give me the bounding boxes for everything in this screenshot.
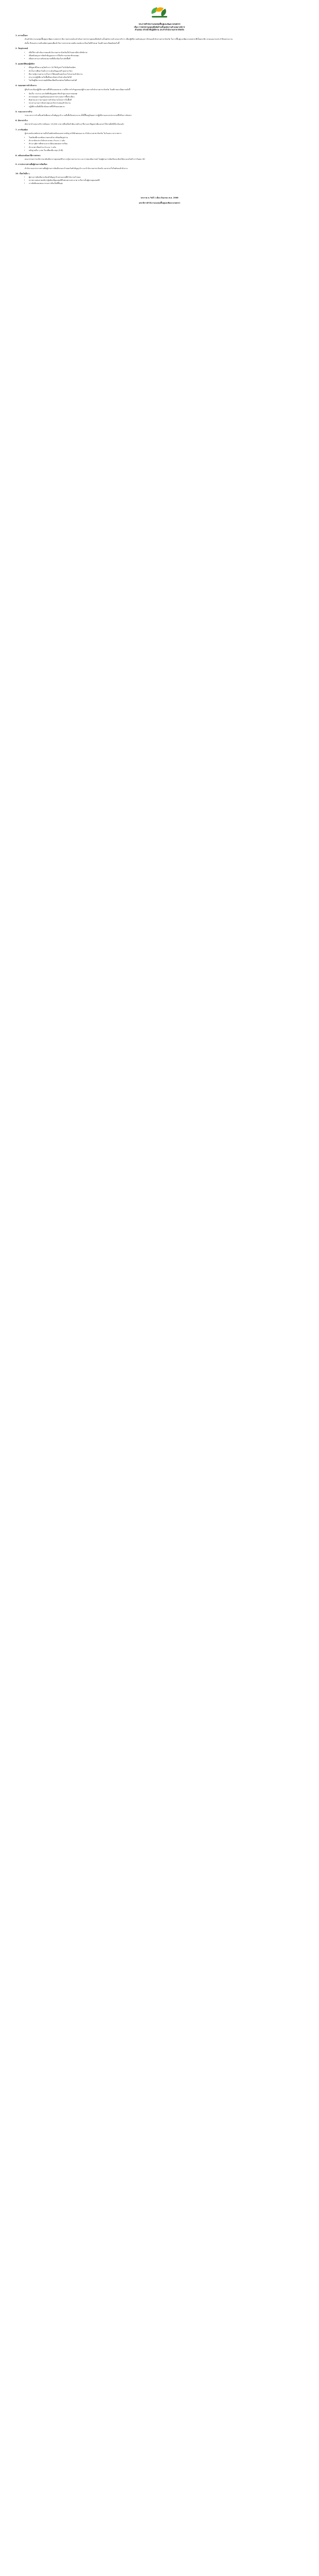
list-item: • สำเนาทะเบียนบ้าน จำนวน 1 ฉบับ [29, 146, 304, 149]
section-title: 5. ระยะเวลาการจ้าง [15, 110, 32, 113]
announce-date: ประกาศ ณ วันที่ 1 เดือน มิถุนายน พ.ศ. 2566 [140, 196, 179, 199]
document-section [15, 63, 304, 82]
section-paragraph: อัตราค่าจ้างเหมาบริการเดือนละ 15,000 บาท (หนึ่งหมื่นห้าพันบาทถ้วน) ซึ่งรวมภาษีมูลค่าเพิ่มและค่าใช้จ่ายอื่นที่เกี่ยวข้องแล้ว [25, 123, 125, 126]
header-line: เรื่อง การสรรหาบุคคลเพื่อจัดจ้างเป็นพนักงานจ้างเหมาบริการ [134, 25, 185, 28]
document-section [15, 47, 304, 60]
list-item: • สำเนาบัตรประจำตัวประชาชน จำนวน 1 ฉบับ [29, 140, 304, 142]
signature-title: เลขาธิการสำนักงานกองทุนฟื้นฟูและพัฒนาเกษตรกร [138, 201, 181, 204]
list-item: • จัดเก็บ รวบรวม และบันทึกข้อมูลสมาชิกเข้าสู่ระบบสารสนเทศ [29, 93, 304, 95]
section-paragraph: สำนักงานจะประกาศรายชื่อผู้ผ่านการคัดเลือกและกำหนดวันทำสัญญาจ้าง ณ สำนักงานสาขาจังหวัด และทางเว็บไซต์ของสำนักงาน [25, 167, 128, 170]
list-item: • เพื่อประสานงานกับหน่วยงานที่เกี่ยวข้องในระดับพื้นที่ [29, 58, 304, 60]
list-item: • มีความรู้ความสามารถในการใช้คอมพิวเตอร์และโปรแกรมสำนักงาน [29, 73, 304, 76]
organization-logo [150, 7, 169, 19]
section-paragraph: ผู้รับจ้างจะต้องปฏิบัติงานตามที่ได้รับมอบหมาย ภายใต้การกำกับดูแลของผู้อำนวยการสำนักงานสาขาจังหวัด โดยมีรายละเอียดงานดังนี้ [25, 88, 130, 91]
section-title: 7. การรับสมัคร [15, 128, 28, 131]
list-item: • ใบสมัครที่กรอกข้อความครบถ้วน พร้อมติดรูปถ่าย [29, 137, 304, 139]
document-page [15, 0, 304, 205]
document-section [15, 129, 304, 152]
section-list [15, 176, 304, 185]
document-header [15, 23, 304, 31]
section-title: 3. คุณสมบัติของผู้สมัคร [15, 63, 35, 65]
section-title: 2. วัตถุประสงค์ [15, 47, 28, 50]
list-item: • สำเร็จการศึกษาไม่ต่ำกว่าระดับปริญญาตรี ทุกสาขาวิชา [29, 70, 304, 73]
section-list [15, 52, 304, 61]
section-paragraph: ด้วยสำนักงานกองทุนฟื้นฟูและพัฒนาเกษตรกร มีความประสงค์จะดำเนินการสรรหาบุคคลเพื่อจัดจ้างเป็นพนักงานจ้างเหมาบริการ เพื่อปฏิบัติงานสนับสนุนภารกิจของสำนักงานสาขาจังหวัด ในการฟื้นฟูและพัฒนาเกษตรกรที่เป็นสมาชิก ตามแผนงานประจำปีงบประมาณ [25, 38, 233, 40]
section-title: 1. ความเป็นมา [15, 34, 28, 37]
list-item: • ผู้ผ่านการคัดเลือกจะต้องทำสัญญาจ้างตามแบบที่สำนักงานกำหนด [29, 176, 304, 179]
document-section [15, 84, 304, 108]
list-item: • ไม่เป็นผู้มีความประพฤติเสื่อมเสียหรือบกพร่องในศีลธรรมอันดี [29, 79, 304, 82]
header-line: ตำแหน่ง เจ้าหน้าที่ปฏิบัติงาน ประจำสำนักงานสาขาจังหวัด [135, 28, 184, 31]
document-section [15, 173, 304, 185]
document-body [15, 35, 304, 185]
section-title: 9. การประกาศรายชื่อผู้ผ่านการคัดเลือก [15, 163, 47, 166]
list-item: • ติดตามและรายงานผลการดำเนินงานโครงการในพื้นที่ [29, 99, 304, 101]
section-paragraph: ผู้ประสงค์จะสมัครสามารถยื่นใบสมัครพร้อมเอกสารหลักฐานได้ด้วยตนเอง ณ สำนักงานสาขาจังหวัด ในวันและเวลาราชการ [25, 132, 122, 134]
list-item: • เพื่อสนับสนุนการจัดทำข้อมูลและการให้บริการแก่สมาชิกกองทุน [29, 55, 304, 57]
section-title: 10. เงื่อนไขอื่น ๆ [15, 172, 30, 175]
section-title: 6. อัตราค่าจ้าง [15, 120, 28, 122]
section-list [15, 137, 304, 152]
section-paragraph: คณะกรรมการจะพิจารณาคัดเลือกจากคุณสมบัติ ความรู้ความสามารถ และการสอบสัมภาษณ์ โดยผู้ผ่านการคัดเลือกจะต้องได้คะแนนไม่ต่ำกว่าร้อยละ 60 [25, 158, 145, 161]
document-section [15, 120, 304, 126]
list-item: • ตรวจสอบความถูกต้องของเอกสารประกอบการขึ้นทะเบียน [29, 96, 304, 98]
list-item: • การตัดสินของคณะกรรมการถือเป็นที่สิ้นสุด [29, 182, 304, 185]
list-item: • สำเนาวุฒิการศึกษาและระเบียนแสดงผลการเรียน [29, 143, 304, 145]
list-item: • สามารถปฏิบัติงานในพื้นที่และเดินทางไปต่างจังหวัดได้ [29, 76, 304, 79]
header-line: ประกาศสำนักงานกองทุนฟื้นฟูและพัฒนาเกษตรกร [138, 23, 181, 26]
section-list [15, 66, 304, 82]
list-item: • เพื่อให้การดำเนินงานของสำนักงานสาขาจังหวัดเป็นไปอย่างมีประสิทธิภาพ [29, 52, 304, 54]
section-title: 8. หลักเกณฑ์และวิธีการสรรหา [15, 155, 41, 157]
document-section [15, 111, 304, 117]
list-item: • หากตรวจพบภายหลังว่าผู้สมัครมีคุณสมบัติไม่ตรงตามประกาศ จะถือว่าเป็นผู้ขาดคุณสมบัติ [29, 179, 304, 182]
list-item: • ปฏิบัติงานอื่นที่เกี่ยวข้องตามที่ได้รับมอบหมาย [29, 106, 304, 108]
document-section [15, 35, 304, 45]
section-list [15, 93, 304, 108]
list-item: • ประสานงานการจัดประชุมและกิจกรรมของสำนักงาน [29, 102, 304, 105]
section-title: 4. ขอบเขตการดำเนินงาน [15, 84, 37, 87]
document-section [15, 163, 304, 170]
document-section [15, 155, 304, 161]
section-paragraph: ดังนั้น จึงขอประกาศรับสมัครบุคคลเพื่อเข้ารับการสรรหาตามหลักเกณฑ์และเงื่อนไขที่กำหนด โดยมีรายละเอียดดังต่อไปนี้ [25, 42, 120, 45]
list-item: • หลักฐานอื่น ๆ เช่น ใบเปลี่ยนชื่อ-สกุล (ถ้ามี) [29, 149, 304, 152]
section-paragraph: ระยะเวลาการจ้างตั้งแต่วันที่ลงนามในสัญญาจ้าง จนถึงสิ้นปีงบประมาณ ทั้งนี้ขึ้นอยู่กับผลการปฏิบัติงานและงบประมาณที่ได้รับการจัดสรร [25, 114, 132, 116]
logo-area [15, 7, 304, 20]
list-item: • มีสัญชาติไทย อายุไม่ต่ำกว่า 20 ปีบริบูรณ์ ในวันปิดรับสมัคร [29, 66, 304, 69]
